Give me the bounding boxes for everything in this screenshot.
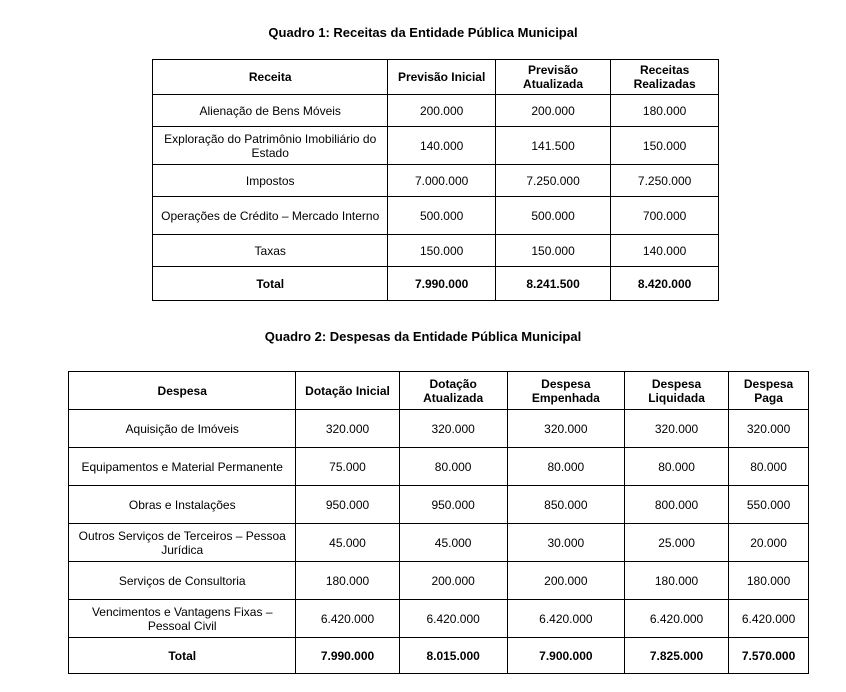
table-cell: 180.000	[624, 562, 728, 600]
header-cell: Despesa Empenhada	[507, 372, 624, 410]
table-cell: 80.000	[399, 448, 507, 486]
table-row	[153, 95, 719, 127]
receitas-table	[152, 59, 719, 301]
table-cell: 6.420.000	[729, 600, 809, 638]
table-cell: 80.000	[729, 448, 809, 486]
receita-name: Exploração do Patrimônio Imobiliário do Estado	[153, 127, 388, 165]
header-cell: Previsão Inicial	[388, 60, 495, 95]
table-cell: 45.000	[399, 524, 507, 562]
total-cell: 7.570.000	[729, 638, 809, 674]
quadro2-title: Quadro 2: Despesas da Entidade Pública Municipal	[264, 329, 582, 344]
table-row	[153, 197, 719, 235]
table-row	[69, 562, 809, 600]
header-cell: Dotação Inicial	[296, 372, 399, 410]
table-cell: 320.000	[624, 410, 728, 448]
despesas-table	[68, 371, 809, 674]
despesa-name: Outros Serviços de Terceiros – Pessoa Jurídica	[69, 524, 296, 562]
table-cell: 80.000	[624, 448, 728, 486]
table-cell: 180.000	[296, 562, 399, 600]
total-label: Total	[69, 638, 296, 674]
table-cell: 6.420.000	[624, 600, 728, 638]
receita-name: Impostos	[153, 165, 388, 197]
table-cell: 500.000	[388, 197, 495, 235]
header-row	[153, 60, 719, 95]
table-cell: 6.420.000	[399, 600, 507, 638]
total-cell: 7.990.000	[388, 267, 495, 301]
table-cell: 200.000	[399, 562, 507, 600]
table-row	[153, 127, 719, 165]
table-cell: 6.420.000	[507, 600, 624, 638]
table-cell: 800.000	[624, 486, 728, 524]
table-cell: 7.250.000	[611, 165, 719, 197]
despesa-name: Serviços de Consultoria	[69, 562, 296, 600]
table-row	[69, 600, 809, 638]
total-cell: 7.900.000	[507, 638, 624, 674]
receita-name: Taxas	[153, 235, 388, 267]
header-cell: Despesa Liquidada	[624, 372, 728, 410]
despesa-name: Vencimentos e Vantagens Fixas – Pessoal Civil	[69, 600, 296, 638]
table-cell: 200.000	[388, 95, 495, 127]
table-cell: 320.000	[507, 410, 624, 448]
table-row	[153, 235, 719, 267]
table-cell: 500.000	[495, 197, 610, 235]
table-cell: 150.000	[495, 235, 610, 267]
header-cell: Dotação Atualizada	[399, 372, 507, 410]
table-cell: 140.000	[388, 127, 495, 165]
table-row	[69, 524, 809, 562]
table-cell: 80.000	[507, 448, 624, 486]
table-cell: 320.000	[399, 410, 507, 448]
total-row	[153, 267, 719, 301]
header-cell: Receitas Realizadas	[611, 60, 719, 95]
header-cell: Despesa	[69, 372, 296, 410]
quadro1-title: Quadro 1: Receitas da Entidade Pública Municipal	[268, 25, 578, 40]
table-cell: 180.000	[611, 95, 719, 127]
table-cell: 180.000	[729, 562, 809, 600]
header-cell: Previsão Atualizada	[495, 60, 610, 95]
despesa-name: Equipamentos e Material Permanente	[69, 448, 296, 486]
table-row	[69, 486, 809, 524]
despesa-name: Obras e Instalações	[69, 486, 296, 524]
table-cell: 950.000	[296, 486, 399, 524]
header-cell: Receita	[153, 60, 388, 95]
table-cell: 30.000	[507, 524, 624, 562]
header-row	[69, 372, 809, 410]
table-cell: 20.000	[729, 524, 809, 562]
table-cell: 25.000	[624, 524, 728, 562]
table-cell: 950.000	[399, 486, 507, 524]
table-cell: 150.000	[611, 127, 719, 165]
table-cell: 150.000	[388, 235, 495, 267]
total-cell: 7.825.000	[624, 638, 728, 674]
table-row	[69, 410, 809, 448]
receita-name: Operações de Crédito – Mercado Interno	[153, 197, 388, 235]
header-cell: Despesa Paga	[729, 372, 809, 410]
table-row	[153, 165, 719, 197]
table-cell: 75.000	[296, 448, 399, 486]
despesa-name: Aquisição de Imóveis	[69, 410, 296, 448]
table-cell: 7.000.000	[388, 165, 495, 197]
table-cell: 550.000	[729, 486, 809, 524]
table-cell: 320.000	[729, 410, 809, 448]
total-row	[69, 638, 809, 674]
total-cell: 8.241.500	[495, 267, 610, 301]
table-cell: 700.000	[611, 197, 719, 235]
table-cell: 45.000	[296, 524, 399, 562]
table-cell: 320.000	[296, 410, 399, 448]
table-row	[69, 448, 809, 486]
table-cell: 141.500	[495, 127, 610, 165]
total-label: Total	[153, 267, 388, 301]
total-cell: 8.015.000	[399, 638, 507, 674]
table-cell: 6.420.000	[296, 600, 399, 638]
total-cell: 7.990.000	[296, 638, 399, 674]
table-cell: 200.000	[495, 95, 610, 127]
table-cell: 140.000	[611, 235, 719, 267]
table-cell: 200.000	[507, 562, 624, 600]
table-cell: 850.000	[507, 486, 624, 524]
table-cell: 7.250.000	[495, 165, 610, 197]
total-cell: 8.420.000	[611, 267, 719, 301]
receita-name: Alienação de Bens Móveis	[153, 95, 388, 127]
